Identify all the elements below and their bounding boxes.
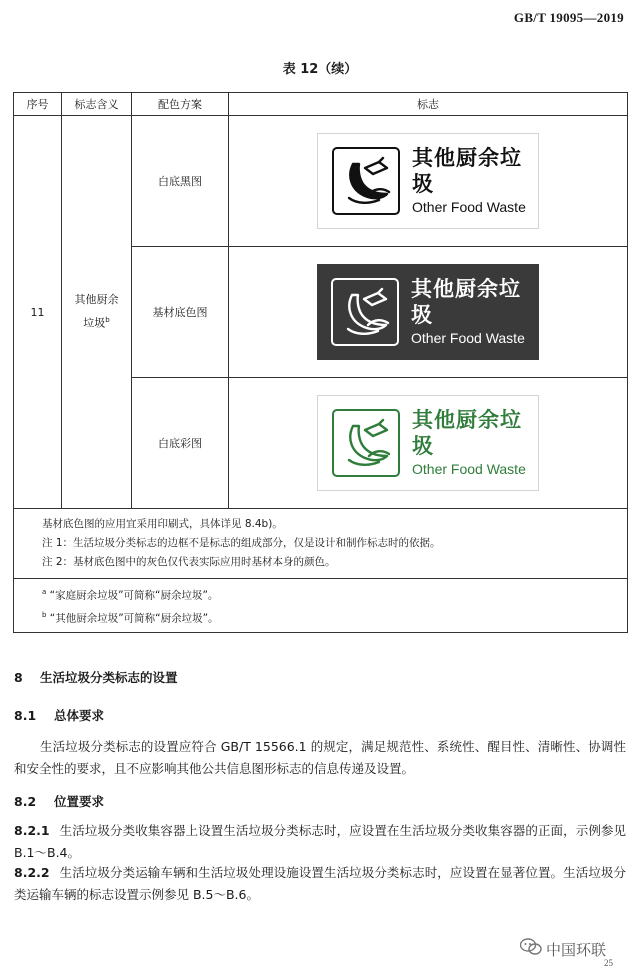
section-8-1-text: 生活垃圾分类标志的设置应符合 GB/T 15566.1 的规定，满足规范性、系统性、醒目性、清晰性、协调性和安全性的要求，且不应影响其他公共信息图形标志的信息传递及设置。 xyxy=(14,739,626,776)
sign-title-zh: 其他厨余垃圾 xyxy=(412,408,522,458)
sign-title-en: Other Food Waste xyxy=(412,461,526,477)
watermark-text: 中国环联 xyxy=(546,940,607,959)
sign-title-en: Other Food Waste xyxy=(412,199,526,215)
table-title: 表 12（续） xyxy=(282,62,358,77)
scheme-label-white: 白底黑图 xyxy=(132,116,229,247)
section-8-2-2: 8.2.2 生活垃圾分类运输车辆和生活垃圾处理设施设置生活垃圾分类标志时，应设置在显著位置。生活垃圾分类运输车辆的标志设置示例参见 B.5～B.6。 xyxy=(14,865,626,902)
footnotes-row xyxy=(14,579,628,633)
sign-title-en: Other Food Waste xyxy=(411,330,525,346)
watermark xyxy=(520,938,606,960)
scheme-label-color: 白底彩图 xyxy=(132,378,229,509)
scheme-label-substrate: 基材底色图 xyxy=(132,247,229,378)
standard-code: GB/T 19095—2019 xyxy=(513,10,624,25)
notes-row xyxy=(14,509,628,579)
col-header-sign: 标志 xyxy=(229,93,628,116)
col-header-meaning: 标志含义 xyxy=(62,93,132,116)
sign-meaning xyxy=(62,116,132,509)
sign-table xyxy=(13,92,628,633)
section-8-2-1: 8.2.1 生活垃圾分类收集容器上设置生活垃圾分类标志时，应设置在生活垃圾分类收集容器的正面，示例参见 B.1～B.4。 xyxy=(14,823,626,860)
section-8-heading: 8 生活垃圾分类标志的设置 xyxy=(14,670,178,685)
note-substrate: 基材底色图的应用宜采用印刷式，具体详见 8.4b)。 xyxy=(42,518,283,530)
sign-meaning-line1: 其他厨余 xyxy=(74,293,119,307)
food-waste-icon xyxy=(332,409,400,477)
wechat-icon xyxy=(520,938,542,960)
sign-substrate xyxy=(317,264,539,360)
sign-title-zh: 其他厨余垃圾 xyxy=(411,277,521,327)
col-header-scheme: 配色方案 xyxy=(132,93,229,116)
col-header-number: 序号 xyxy=(14,93,62,116)
page-number: 25 xyxy=(604,958,613,968)
footnote-mark-b: b xyxy=(105,316,110,325)
note-1: 注 1：生活垃圾分类标志的边框不是标志的组成部分，仅是设计和制作标志时的依据。 xyxy=(42,537,441,549)
sign-meaning-line2: 垃圾 xyxy=(83,316,106,330)
sign-white-black xyxy=(317,133,539,229)
footnote-a: $^a$ “家庭厨余垃圾”可简称“厨余垃圾”。 xyxy=(42,588,219,602)
sign-title-zh: 其他厨余垃圾 xyxy=(412,146,522,196)
note-2: 注 2：基材底色图中的灰色仅代表实际应用时基材本身的颜色。 xyxy=(42,556,336,568)
table-header-row xyxy=(14,93,628,116)
section-8-2-heading: 8.2 位置要求 xyxy=(14,794,105,809)
food-waste-icon xyxy=(332,147,400,215)
table-row xyxy=(14,116,628,247)
food-waste-icon xyxy=(331,278,399,346)
sign-white-color xyxy=(317,395,539,491)
footnote-b: $^b$ “其他厨余垃圾”可简称“厨余垃圾”。 xyxy=(42,610,219,624)
section-8-1-heading: 8.1 总体要求 xyxy=(14,708,105,723)
row-number: 11 xyxy=(14,116,62,509)
